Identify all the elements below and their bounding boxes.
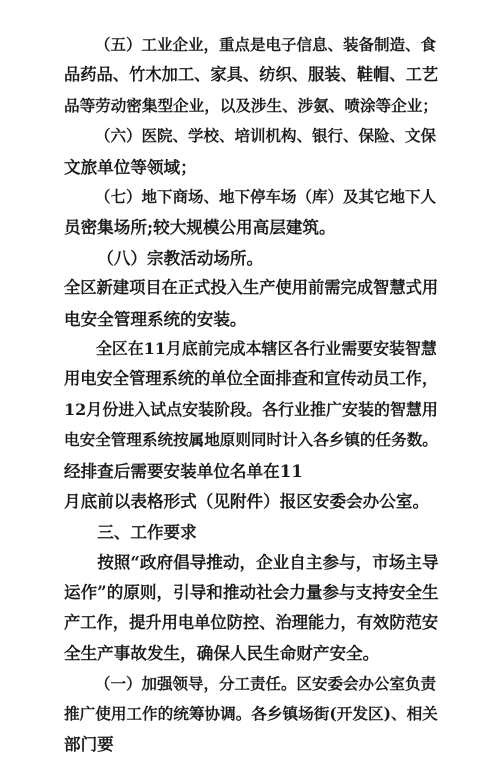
text-line: 品药品、竹木加工、家具、纺织、服装、鞋帽、工艺 bbox=[64, 65, 439, 85]
text-line: 部门要 bbox=[64, 734, 114, 755]
text-line: 月底前以表格形式（见附件）报区安委会办公室。 bbox=[64, 491, 430, 512]
paragraph bbox=[64, 547, 440, 669]
text-line: 员密集场所;较大规模公用高层建筑。 bbox=[64, 217, 336, 238]
paragraph bbox=[64, 669, 440, 760]
text-line: 电安全管理系统的安装。 bbox=[64, 308, 247, 329]
paragraph bbox=[64, 334, 440, 486]
text-line: 产工作，提升用电单位防控、治理能力，有效防范安 bbox=[64, 612, 439, 632]
paragraph bbox=[64, 273, 440, 334]
text-line: 全区新建项目在正式投入生产使用前需完成智慧式用 bbox=[64, 278, 439, 298]
text-line: 品等劳动密集型企业，以及涉生、涉氨、喷涂等企业； bbox=[64, 95, 438, 115]
text-line: （六）医院、学校、培训机构、银行、保险、文保 bbox=[95, 126, 437, 146]
text-line: （七）地下商场、地下停车场（库）及其它地下人 bbox=[95, 187, 437, 207]
text-line: 运作”的原则，引导和推动社会力量参与支持安全生 bbox=[64, 582, 439, 603]
text-line: 用电安全管理系统的单位全面排查和宣传动员工作， bbox=[64, 369, 439, 389]
text-line: （五）工业企业，重点是电子信息、装备制造、食 bbox=[95, 35, 437, 54]
text-line: 经排查后需要安装单位名单在11 bbox=[64, 460, 303, 481]
text-line: （八）宗教活动场所。 bbox=[97, 247, 264, 268]
paragraph bbox=[64, 30, 440, 121]
paragraph bbox=[64, 243, 440, 273]
paragraph bbox=[64, 182, 440, 243]
paragraph bbox=[64, 121, 440, 182]
text-line: 全生产事故发生，确保人民生命财产安全。 bbox=[64, 643, 380, 664]
text-line: 文旅单位等领域； bbox=[64, 156, 197, 177]
text-line: 12月份进入试点安装阶段。各行业推广安装的智慧用 bbox=[64, 399, 438, 419]
text-line: （一）加强领导，分工责任。区安委会办公室负责 bbox=[95, 673, 437, 693]
text-line: 推广使用工作的统筹协调。各乡镇场街(开发区)、相关 bbox=[64, 703, 438, 723]
paragraph bbox=[64, 486, 440, 516]
text-line: 按照“政府倡导推动，企业自主参与，市场主导 bbox=[97, 551, 439, 572]
text-line: 三、工作要求 bbox=[97, 521, 197, 542]
document-body bbox=[64, 30, 440, 760]
text-line: 电安全管理系统按属地原则同时计入各乡镇的任务数。 bbox=[64, 430, 438, 450]
text-line: 全区在11月底前完成本辖区各行业需要安装智慧 bbox=[95, 339, 437, 359]
paragraph bbox=[64, 517, 440, 547]
